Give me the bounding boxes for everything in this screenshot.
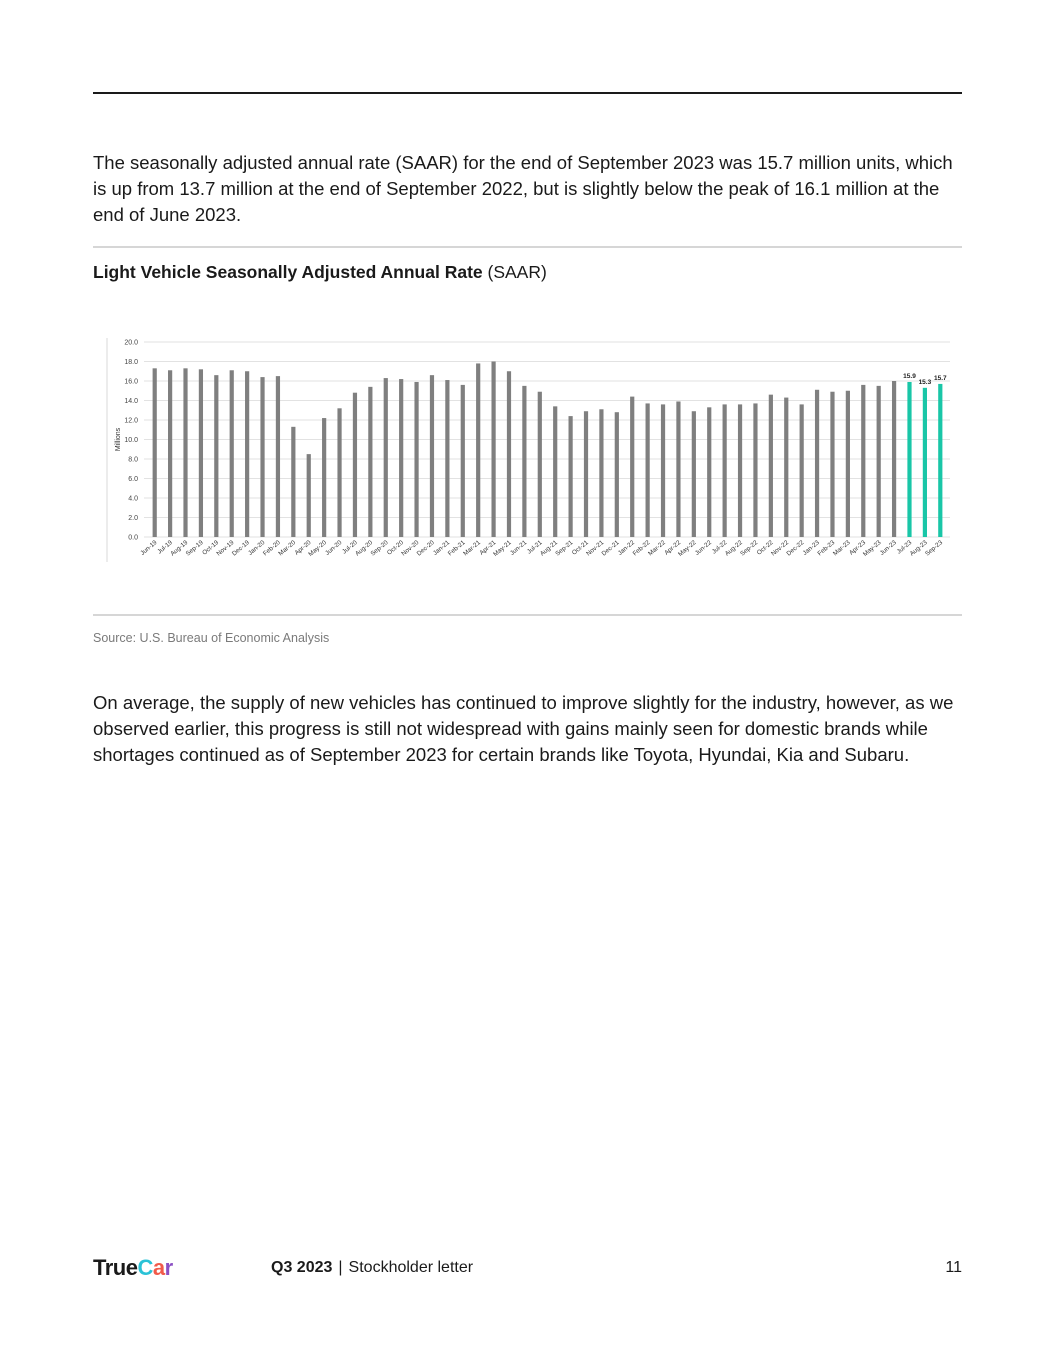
bar	[861, 385, 865, 537]
intro-paragraph: The seasonally adjusted annual rate (SAAR) for the end of September 2023 was 15.7 million units, which is up from 13.7 million at the end of September 2022, but is slightly below the peak of 16.1 million at the end of June 2023.	[93, 152, 953, 225]
x-tick-label: Jul-20	[341, 539, 359, 556]
bar	[445, 380, 449, 537]
chart-top-divider	[93, 246, 962, 248]
bar	[461, 385, 465, 537]
logo-part-true: True	[93, 1255, 138, 1280]
bar	[199, 369, 203, 537]
closing-paragraph: On average, the supply of new vehicles has continued to improve slightly for the industry, however, as we observed earlier, this progress is still not widespread with gains mainly seen for domestic brands while shortages continued as of September 2023 for certain brands like Toyota, Hyundai, Kia and Subaru.	[93, 692, 954, 765]
x-tick-label: Jun-22	[693, 539, 714, 557]
x-tick-label: Feb-21	[446, 539, 467, 558]
y-tick-label: 8.0	[128, 456, 138, 464]
x-tick-label: Aug-22	[723, 539, 744, 558]
data-label: 15.3	[918, 378, 932, 386]
bar	[337, 408, 341, 537]
bar	[723, 404, 727, 537]
bar	[307, 454, 311, 537]
x-tick-label: Aug-23	[908, 539, 929, 558]
bar	[938, 384, 942, 537]
bar	[907, 382, 911, 537]
x-tick-label: May-20	[307, 539, 328, 559]
truecar-logo	[93, 1255, 173, 1281]
x-tick-label: Dec-19	[230, 539, 251, 558]
x-tick-label: Jun-19	[139, 539, 159, 557]
x-tick-label: Jan-21	[431, 539, 452, 557]
bar	[153, 368, 157, 537]
y-tick-label: 14.0	[124, 398, 138, 405]
data-label: 15.7	[933, 374, 947, 382]
bar	[784, 398, 788, 537]
x-tick-label: Mar-22	[647, 539, 667, 558]
bar	[692, 411, 696, 537]
bar	[584, 411, 588, 537]
x-tick-label: Nov-21	[585, 539, 606, 558]
x-tick-label: Aug-19	[169, 539, 190, 558]
x-tick-label: Dec-20	[415, 539, 436, 558]
bar	[491, 362, 495, 538]
chart-bottom-divider	[93, 614, 962, 616]
bar	[769, 395, 773, 537]
bar	[230, 370, 234, 537]
x-tick-label: Feb-23	[816, 539, 837, 558]
x-tick-label: Sep-22	[739, 539, 760, 558]
x-tick-label: Apr-21	[478, 539, 498, 557]
bar	[322, 418, 326, 537]
x-tick-label: May-22	[677, 539, 698, 559]
bar	[892, 381, 896, 537]
x-tick-label: Nov-19	[215, 539, 236, 558]
x-tick-label: Sep-23	[924, 539, 945, 558]
bar	[522, 386, 526, 537]
x-tick-label: Sep-20	[369, 539, 390, 558]
bar	[168, 370, 172, 537]
x-tick-label: Jun-20	[324, 539, 344, 557]
x-tick-label: Feb-22	[631, 539, 652, 558]
y-tick-label: 12.0	[124, 417, 138, 425]
footer-doc-title: Stockholder letter	[348, 1259, 474, 1276]
x-tick-label: Jan-20	[247, 539, 267, 557]
x-tick-label: Oct-21	[570, 539, 590, 557]
logo-part-c: C	[137, 1255, 153, 1280]
x-tick-label: Aug-21	[538, 539, 559, 558]
x-tick-label: Jan-22	[616, 539, 637, 557]
x-tick-label: Jun-21	[508, 539, 529, 557]
footer-quarter: Q3 2023	[271, 1259, 333, 1276]
y-tick-label: 16.0	[124, 378, 138, 386]
x-tick-label: Apr-22	[663, 539, 683, 557]
top-rule	[93, 92, 962, 94]
bar	[569, 416, 573, 537]
x-tick-label: Oct-20	[385, 539, 405, 557]
x-tick-label: Oct-22	[755, 539, 775, 557]
bar	[800, 404, 804, 537]
x-tick-label: May-21	[492, 539, 513, 559]
x-tick-label: May-23	[861, 539, 883, 559]
x-tick-label: Aug-20	[354, 539, 375, 558]
x-tick-label: Jul-19	[156, 539, 174, 556]
bar	[676, 401, 680, 537]
saar-bar-chart	[100, 330, 960, 580]
bar	[599, 409, 603, 537]
x-tick-label: Mar-20	[277, 539, 298, 558]
bar	[738, 404, 742, 537]
x-tick-label: Feb-20	[261, 539, 282, 558]
y-axis-title: Millions	[115, 427, 122, 452]
bar	[646, 403, 650, 537]
bar	[368, 387, 372, 537]
x-tick-label: Jul-22	[710, 539, 729, 556]
bar	[276, 376, 280, 537]
bar	[214, 375, 218, 537]
bar	[476, 363, 480, 537]
data-label: 15.9	[903, 372, 916, 380]
bar	[830, 392, 834, 537]
bar	[815, 390, 819, 537]
page-number: 11	[945, 1259, 962, 1276]
bar	[630, 397, 634, 537]
bar	[846, 391, 850, 537]
bar	[260, 377, 264, 537]
x-tick-label: Mar-21	[462, 539, 482, 558]
y-tick-label: 4.0	[128, 495, 138, 503]
y-tick-label: 2.0	[128, 515, 138, 522]
bar	[384, 378, 388, 537]
bar	[507, 371, 511, 537]
bar	[399, 379, 403, 537]
y-tick-label: 20.0	[124, 339, 138, 347]
logo-part-r: r	[164, 1255, 173, 1280]
bar	[661, 404, 665, 537]
footer-label	[271, 1259, 473, 1277]
logo-part-a: a	[152, 1255, 165, 1280]
chart-title-suffix: (SAAR)	[487, 262, 547, 282]
x-tick-label: Apr-23	[848, 539, 868, 557]
x-tick-label: Jan-23	[801, 539, 821, 557]
x-tick-label: Apr-20	[293, 539, 313, 557]
bar	[707, 407, 711, 537]
x-tick-label: Jul-21	[525, 539, 544, 556]
x-tick-label: Oct-19	[201, 539, 221, 557]
chart-source: Source: U.S. Bureau of Economic Analysis	[93, 631, 330, 645]
bar	[538, 392, 542, 537]
bar	[183, 368, 187, 537]
footer-separator: |	[338, 1259, 343, 1276]
x-tick-label: Dec-21	[600, 539, 621, 558]
bar	[430, 375, 434, 537]
x-tick-label: Nov-20	[400, 539, 421, 558]
x-tick-label: Jun-23	[878, 539, 898, 557]
bar	[615, 412, 619, 537]
x-tick-label: Nov-22	[769, 539, 791, 558]
bar	[291, 427, 295, 537]
y-tick-label: 0.0	[128, 534, 138, 542]
y-tick-label: 10.0	[124, 437, 138, 444]
x-tick-label: Jul-23	[895, 539, 914, 556]
bar	[245, 371, 249, 537]
y-tick-label: 18.0	[124, 359, 138, 366]
x-tick-label: Mar-23	[831, 539, 852, 558]
bar	[877, 386, 881, 537]
x-tick-label: Sep-19	[184, 539, 205, 558]
bar	[414, 382, 418, 537]
bar	[753, 403, 757, 537]
x-tick-label: Sep-21	[554, 539, 575, 558]
x-tick-label: Dec-22	[785, 539, 806, 558]
chart-title-bold: Light Vehicle Seasonally Adjusted Annual Rate	[93, 262, 483, 282]
y-tick-label: 6.0	[128, 476, 138, 483]
bar	[553, 406, 557, 537]
bar	[353, 393, 357, 537]
chart-title	[93, 262, 547, 283]
bar	[923, 388, 927, 537]
